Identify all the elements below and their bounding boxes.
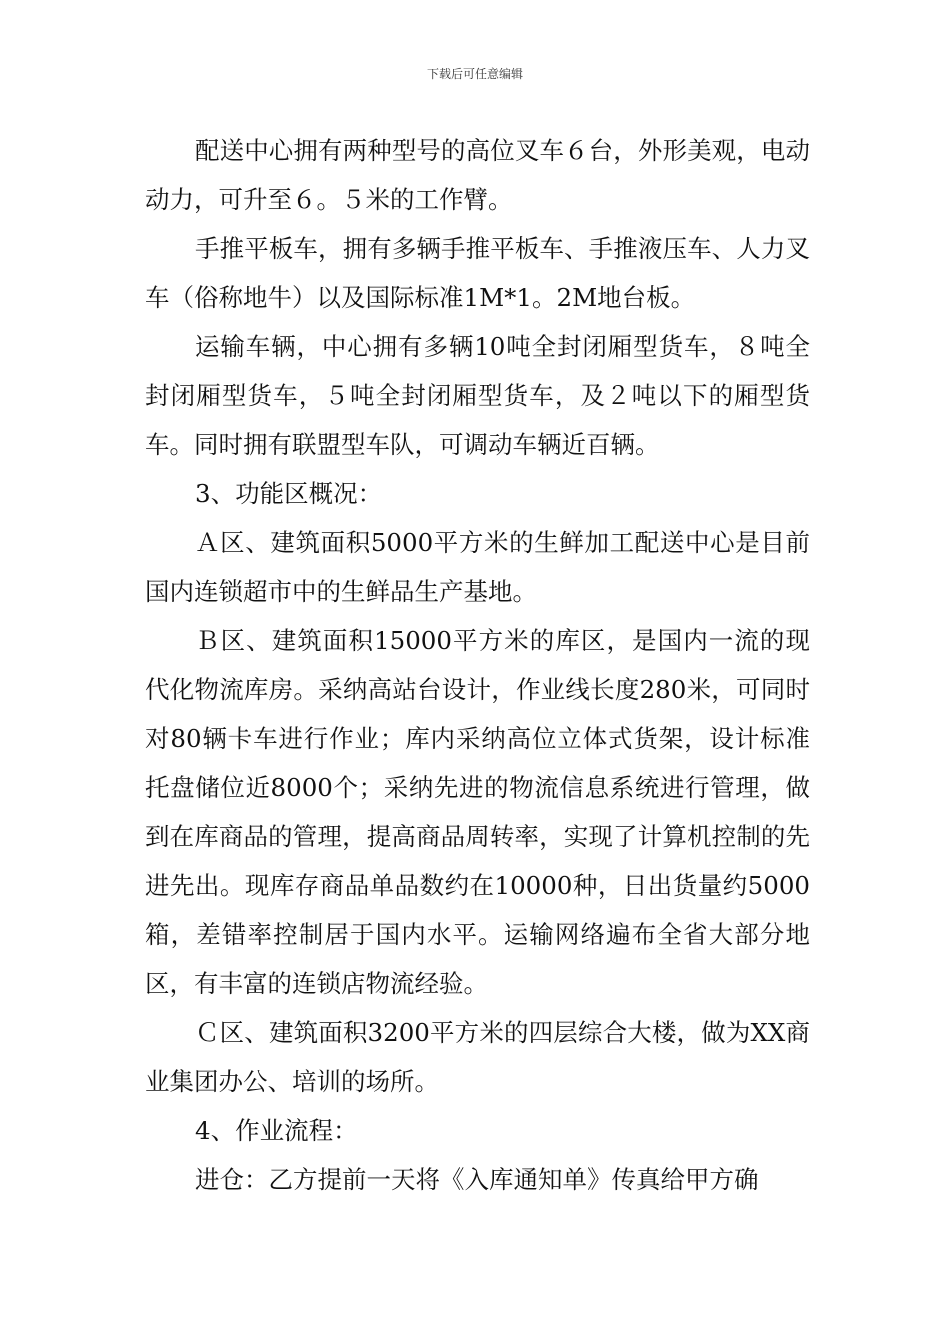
paragraph-forklifts: 配送中心拥有两种型号的高位叉车６台，外形美观，电动动力，可升至６。５米的工作臂。: [145, 136, 810, 214]
page-header-note: 下载后可任意编辑: [426, 67, 523, 81]
paragraph-zone-a: Ａ区、建筑面积5000平方米的生鲜加工配送中心是目前国内连锁超市中的生鲜品生产基地。: [145, 528, 810, 606]
section-heading-workflow: 4、作业流程：: [195, 1116, 358, 1145]
paragraph-transport-vehicles: 运输车辆，中心拥有多辆10吨全封闭厢型货车，８吨全封闭厢型货车，５吨全封闭厢型货车，及２吨以下的厢型货车。同时拥有联盟型车队，可调动车辆近百辆。: [145, 332, 810, 459]
section-heading-function-areas: 3、功能区概况：: [195, 479, 383, 508]
paragraph-zone-b: Ｂ区、建筑面积15000平方米的库区，是国内一流的现代化物流库房。采纳高站台设计，作业线长度280米，可同时对80辆卡车进行作业；库内采纳高位立体式货架，设计标准托盘储位近8000个；采纳先进的物流信息系统进行管理，做到在库商品的管理，提高商品周转率，实现了计算机控制的先进先出。现库存商品单品数约在10000种，日出货量约5000箱，差错率控制居于国内水平。运输网络遍布全省大部分地区，有丰富的连锁店物流经验。: [145, 626, 810, 998]
paragraph-zone-c: Ｃ区、建筑面积3200平方米的四层综合大楼，做为XX商业集团办公、培训的场所。: [145, 1018, 810, 1096]
paragraph-hand-carts: 手推平板车，拥有多辆手推平板车、手推液压车、人力叉车（俗称地牛）以及国际标准1M*1。2M地台板。: [145, 234, 810, 312]
document-body: [145, 126, 810, 1204]
paragraph-inbound: 进仓：乙方提前一天将《入库通知单》传真给甲方确: [195, 1165, 759, 1194]
